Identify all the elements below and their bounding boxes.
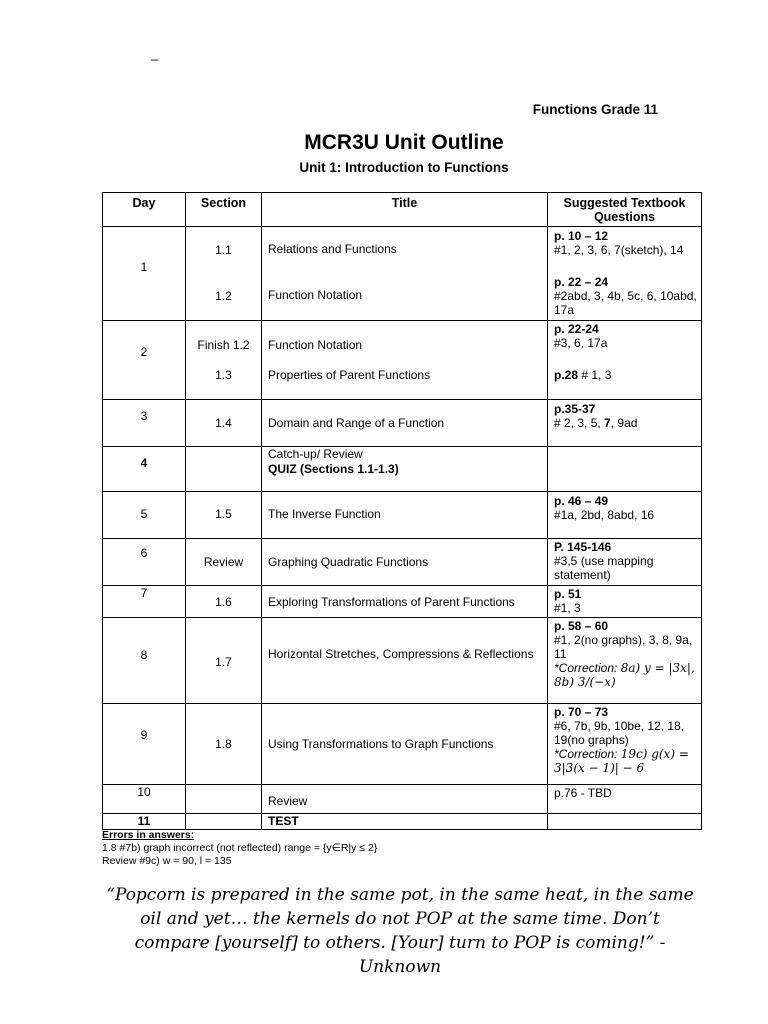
textbook-pages: p. 10 – 12 xyxy=(554,229,609,243)
day-number: 5 xyxy=(140,507,148,521)
textbook-questions: #1a, 2bd, 8abd, 16 xyxy=(554,508,655,522)
lesson-title: Function Notation xyxy=(268,338,363,352)
quiz-label: QUIZ (Sections 1.1-1.3) xyxy=(268,462,399,476)
lesson-title: Catch-up/ Review xyxy=(268,447,363,461)
table-row xyxy=(103,320,701,399)
answer-correction: *Correction: 19c) g(x) = 3|3(x − 1)| − 6 xyxy=(554,747,689,775)
textbook-pages: p. 70 – 73 xyxy=(554,705,609,719)
day-number: 6 xyxy=(140,546,148,560)
textbook-questions: #1, 3 xyxy=(554,601,581,615)
textbook-questions: #1, 2(no graphs), 3, 8, 9a, 11 xyxy=(554,633,693,661)
table-row xyxy=(103,446,701,491)
table-row xyxy=(103,226,701,320)
error-line: Review #9c) w = 90, l = 135 xyxy=(102,855,232,867)
table-row xyxy=(103,617,701,703)
lesson-title: Domain and Range of a Function xyxy=(268,416,445,430)
day-number: 4 xyxy=(140,456,148,470)
textbook-pages: P. 145-146 xyxy=(554,540,612,554)
lesson-title: Horizontal Stretches, Compressions & Reflections xyxy=(268,647,534,661)
lesson-title: Relations and Functions xyxy=(268,242,397,256)
section-number: 1.5 xyxy=(215,507,232,521)
lesson-title: Review xyxy=(268,794,308,808)
textbook-questions: #2abd, 3, 4b, 5c, 6, 10abd, 17a xyxy=(554,289,697,317)
day-number: 2 xyxy=(140,345,148,359)
unit-subtitle: Unit 1: Introduction to Functions xyxy=(299,160,509,175)
day-number: 8 xyxy=(140,648,148,662)
lesson-title: Exploring Transformations of Parent Functions xyxy=(268,595,515,609)
section-number: Review xyxy=(203,555,244,569)
section-number: Finish 1.2 xyxy=(197,338,250,352)
course-label: Functions Grade 11 xyxy=(532,102,658,117)
textbook-questions: p.76 - TBD xyxy=(554,786,612,800)
section-number: 1.3 xyxy=(215,368,232,382)
textbook-questions: # 1, 3 xyxy=(578,368,612,382)
header-section: Section xyxy=(185,193,261,226)
table-row xyxy=(103,585,701,617)
textbook-pages: p. 22-24 xyxy=(554,322,599,336)
lesson-title: Using Transformations to Graph Functions xyxy=(268,737,494,751)
textbook-pages: p.35-37 xyxy=(554,402,596,416)
textbook-pages: p. 58 – 60 xyxy=(554,619,609,633)
textbook-questions: #3,5 (use mapping statement) xyxy=(554,554,654,582)
page-title: MCR3U Unit Outline xyxy=(304,131,504,154)
table-row xyxy=(103,784,701,813)
day-number: 11 xyxy=(137,814,151,828)
day-number: 9 xyxy=(140,728,148,742)
textbook-questions: #6, 7b, 9b, 10be, 12, 18, 19(no graphs) xyxy=(554,719,685,747)
section-number: 1.1 xyxy=(215,243,232,257)
lesson-title: The Inverse Function xyxy=(268,507,381,521)
textbook-pages: p. 22 – 24 xyxy=(554,275,609,289)
lesson-title: Properties of Parent Functions xyxy=(268,368,431,382)
table-row xyxy=(103,399,701,446)
day-number: 3 xyxy=(140,409,148,423)
section-number: 1.8 xyxy=(215,737,232,751)
lesson-title: TEST xyxy=(268,814,299,828)
header-title: Title xyxy=(261,193,547,226)
table-row xyxy=(103,813,701,829)
lesson-title: Graphing Quadratic Functions xyxy=(268,555,429,569)
lesson-title: Function Notation xyxy=(268,288,363,302)
section-number: 1.7 xyxy=(215,655,232,669)
day-number: 1 xyxy=(140,260,148,274)
textbook-questions: #3, 6, 17a xyxy=(554,336,608,350)
textbook-pages: p. 51 xyxy=(554,587,582,601)
section-number: 1.4 xyxy=(215,416,232,430)
day-number: 7 xyxy=(140,586,148,600)
table-header-row xyxy=(103,193,701,226)
stray-mark: _ xyxy=(151,46,159,61)
table-row xyxy=(103,538,701,585)
textbook-pages: p.28 xyxy=(554,368,579,382)
errors-heading: Errors in answers: xyxy=(102,829,195,841)
answer-correction: *Correction: 8a) y = |3x|, 8b) 3/(−x) xyxy=(554,661,695,689)
section-number: 1.2 xyxy=(215,289,232,303)
motivational-quote: “Popcorn is prepared in the same pot, in the same heat, in the same oil and yet… the kernels do not POP at the same time. Don’t compare [yourself] to others. [Your] turn to POP is coming!” - Unknown xyxy=(106,885,694,977)
header-questions: Suggested Textbook Questions xyxy=(547,193,701,226)
day-number: 10 xyxy=(137,785,151,799)
table-row xyxy=(103,491,701,538)
table-row xyxy=(103,703,701,784)
error-line: 1.8 #7b) graph incorrect (not reflected) range = {y∈R|y ≤ 2} xyxy=(102,842,378,854)
section-number: 1.6 xyxy=(215,595,232,609)
header-day: Day xyxy=(132,196,156,210)
unit-outline-table xyxy=(102,192,702,830)
textbook-questions: #1, 2, 3, 6, 7(sketch), 14 xyxy=(554,243,684,257)
textbook-pages: p. 46 – 49 xyxy=(554,494,609,508)
answer-errors xyxy=(102,829,377,868)
textbook-questions: # 2, 3, 5, 7, 9ad xyxy=(554,416,638,430)
